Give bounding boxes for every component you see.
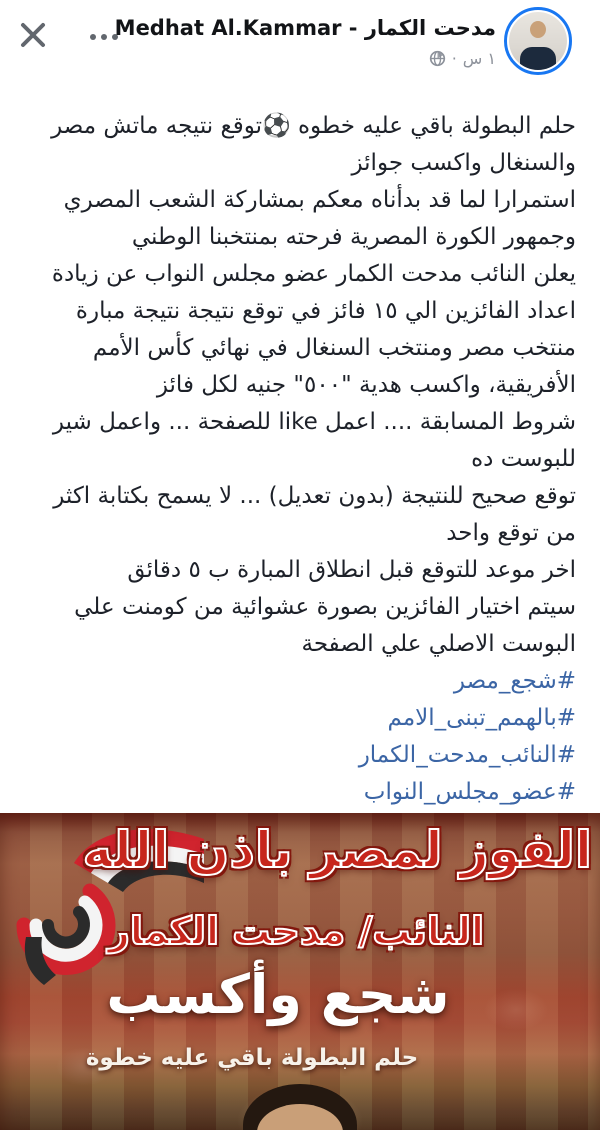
hashtag-link[interactable]: #بالهمم_تبنى_الامم — [387, 705, 576, 731]
hashtag-link[interactable]: #عضو_مجلس_النواب — [363, 779, 576, 805]
avatar-photo — [509, 12, 567, 70]
poster-headline: الفوز لمصر باذن الله — [82, 821, 592, 879]
post-paragraph: شروط المسابقة .... اعمل like للصفحة ... واعمل شير للبوست ده — [52, 409, 576, 472]
poster-subtitle-name: النائب/ مدحت الكمار — [107, 909, 484, 953]
author-block — [115, 16, 496, 68]
post-paragraph: اخر موعد للتوقع قبل انطلاق المبارة ب ٥ دقائق — [127, 557, 576, 583]
post-paragraph: حلم البطولة باقي عليه خطوه ⚽توقع نتيجه ماتش مصر والسنغال واكسب جوائز — [51, 113, 576, 176]
post-text — [0, 100, 600, 663]
poster-tagline: حلم البطولة باقي عليه خطوة — [85, 1045, 419, 1071]
avatar-person-suit — [520, 47, 556, 70]
post-paragraph: يعلن النائب مدحت الكمار عضو مجلس النواب عن زيادة اعداد الفائزين الي ١٥ فائز في توقع نتيجة نتيجة مبارة منتخب مصر ومنتخب السنغال في نهائي كأس الأمم الأفريقية، واكسب هدية "٥٠٠" جنيه لكل فائز — [51, 261, 576, 398]
post-image[interactable] — [0, 813, 600, 1130]
poster-person-head — [243, 1084, 357, 1130]
post-header — [0, 0, 600, 100]
meta-separator: · — [451, 49, 457, 68]
globe-icon — [429, 50, 446, 67]
hashtag-link[interactable]: #النائب_مدحت_الكمار — [358, 742, 576, 768]
hashtag-link[interactable]: #شجع_مصر — [453, 668, 576, 694]
post-paragraph: سيتم اختيار الفائزين بصورة عشوائية من كومنت علي البوست الاصلي علي الصفحة — [74, 594, 576, 657]
close-icon[interactable] — [16, 18, 50, 52]
post-paragraph: توقع صحيح للنتيجة (بدون تعديل) ... لا يسمح بكتابة اكثر من توقع واحد — [53, 483, 576, 546]
avatar-person-head — [530, 21, 546, 38]
post-paragraph: استمرارا لما قد بدأناه معكم بمشاركة الشعب المصري وجمهور الكورة المصرية فرحته بمنتخبنا الوطني — [63, 187, 576, 250]
timestamp: ١ س — [462, 49, 496, 68]
hashtag-list — [0, 663, 600, 811]
avatar[interactable] — [504, 7, 572, 75]
poster-slogan: شجع وأكسب — [106, 963, 450, 1026]
page-name[interactable]: Medhat Al.Kammar - مدحت الكمار — [114, 16, 496, 40]
post-meta — [429, 49, 496, 68]
